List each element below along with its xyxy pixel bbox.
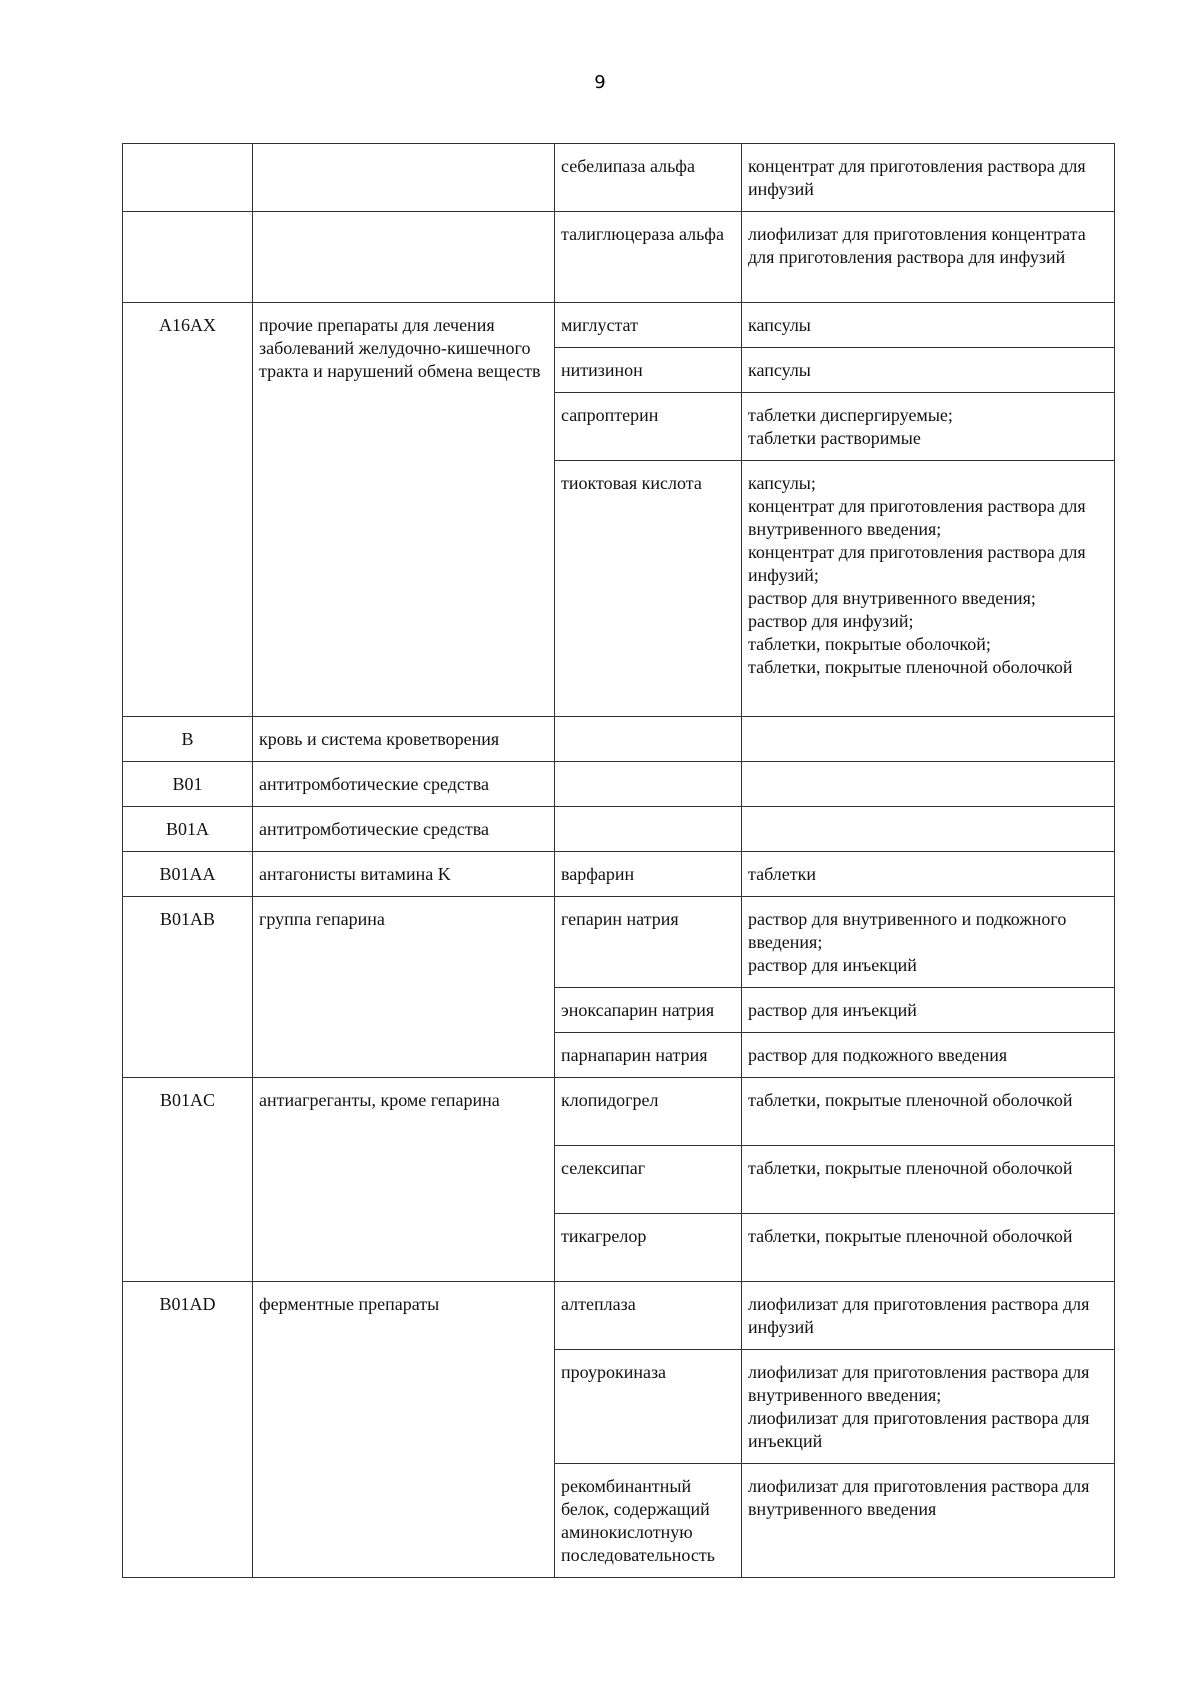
table-row [123, 807, 1115, 852]
table-row [123, 1282, 1115, 1350]
drug-name-cell: тиоктовая кислота [555, 461, 742, 717]
dosage-form-cell: лиофилизат для приготовления раствора для внутривенного введения [742, 1464, 1115, 1578]
table-row [123, 897, 1115, 988]
drug-name-cell: себелипаза альфа [555, 144, 742, 212]
drug-name-cell: миглустат [555, 303, 742, 348]
table-row [123, 1078, 1115, 1146]
dosage-form-cell: капсулы; концентрат для приготовления раствора для внутривенного введения; концентрат для приготовления раствора для инфузий; раствор для внутривенного введения; раствор для инфузий; таблетки, покрытые оболочкой; таблетки, покрытые пленочной оболочкой [742, 461, 1115, 717]
table-row [123, 762, 1115, 807]
atc-code-cell: B01AD [123, 1282, 253, 1578]
dosage-form-cell: таблетки, покрытые пленочной оболочкой [742, 1214, 1115, 1282]
dosage-form-cell: лиофилизат для приготовления раствора для инфузий [742, 1282, 1115, 1350]
atc-code-cell: B [123, 717, 253, 762]
dosage-form-cell [742, 807, 1115, 852]
drug-name-cell: рекомбинантный белок, содержащий аминокислотную последовательность [555, 1464, 742, 1578]
dosage-form-cell: таблетки, покрытые пленочной оболочкой [742, 1078, 1115, 1146]
drug-name-cell: талиглюцераза альфа [555, 212, 742, 303]
drug-table [122, 143, 1115, 1578]
atc-code-cell: B01AA [123, 852, 253, 897]
atc-code-cell: B01AC [123, 1078, 253, 1282]
group-name-cell: антиагреганты, кроме гепарина [253, 1078, 555, 1282]
dosage-form-cell: раствор для инъекций [742, 988, 1115, 1033]
drug-name-cell: эноксапарин натрия [555, 988, 742, 1033]
table-row [123, 212, 1115, 303]
drug-name-cell: селексипаг [555, 1146, 742, 1214]
group-name-cell: антитромботические средства [253, 762, 555, 807]
atc-code-cell: B01A [123, 807, 253, 852]
drug-name-cell: варфарин [555, 852, 742, 897]
atc-code-cell: B01AB [123, 897, 253, 1078]
atc-code-cell: A16AX [123, 303, 253, 717]
dosage-form-cell: раствор для подкожного введения [742, 1033, 1115, 1078]
drug-name-cell: клопидогрел [555, 1078, 742, 1146]
page-number: 9 [594, 72, 606, 93]
dosage-form-cell [742, 762, 1115, 807]
dosage-form-cell: лиофилизат для приготовления раствора для внутривенного введения; лиофилизат для приготовления раствора для инъекций [742, 1350, 1115, 1464]
table-row [123, 852, 1115, 897]
dosage-form-cell: раствор для внутривенного и подкожного введения; раствор для инъекций [742, 897, 1115, 988]
dosage-form-cell: таблетки, покрытые пленочной оболочкой [742, 1146, 1115, 1214]
dosage-form-cell: капсулы [742, 348, 1115, 393]
dosage-form-cell: концентрат для приготовления раствора для инфузий [742, 144, 1115, 212]
dosage-form-cell [742, 717, 1115, 762]
drug-name-cell: проурокиназа [555, 1350, 742, 1464]
drug-name-cell: сапроптерин [555, 393, 742, 461]
drug-name-cell: алтеплаза [555, 1282, 742, 1350]
table-row [123, 717, 1115, 762]
table-row [123, 303, 1115, 348]
group-name-cell: кровь и система кроветворения [253, 717, 555, 762]
dosage-form-cell: таблетки [742, 852, 1115, 897]
dosage-form-cell: капсулы [742, 303, 1115, 348]
drug-name-cell: парнапарин натрия [555, 1033, 742, 1078]
group-name-cell: антитромботические средства [253, 807, 555, 852]
group-name-cell: прочие препараты для лечения заболеваний желудочно-кишечного тракта и нарушений обмена веществ [253, 303, 555, 717]
group-name-cell [253, 144, 555, 212]
drug-name-cell [555, 807, 742, 852]
drug-name-cell [555, 717, 742, 762]
drug-name-cell: нитизинон [555, 348, 742, 393]
group-name-cell: антагонисты витамина K [253, 852, 555, 897]
atc-code-cell: B01 [123, 762, 253, 807]
table-row [123, 144, 1115, 212]
atc-code-cell [123, 212, 253, 303]
group-name-cell [253, 212, 555, 303]
drug-name-cell [555, 762, 742, 807]
dosage-form-cell: таблетки диспергируемые; таблетки растворимые [742, 393, 1115, 461]
drug-name-cell: тикагрелор [555, 1214, 742, 1282]
group-name-cell: ферментные препараты [253, 1282, 555, 1578]
drug-name-cell: гепарин натрия [555, 897, 742, 988]
atc-code-cell [123, 144, 253, 212]
dosage-form-cell: лиофилизат для приготовления концентрата для приготовления раствора для инфузий [742, 212, 1115, 303]
group-name-cell: группа гепарина [253, 897, 555, 1078]
